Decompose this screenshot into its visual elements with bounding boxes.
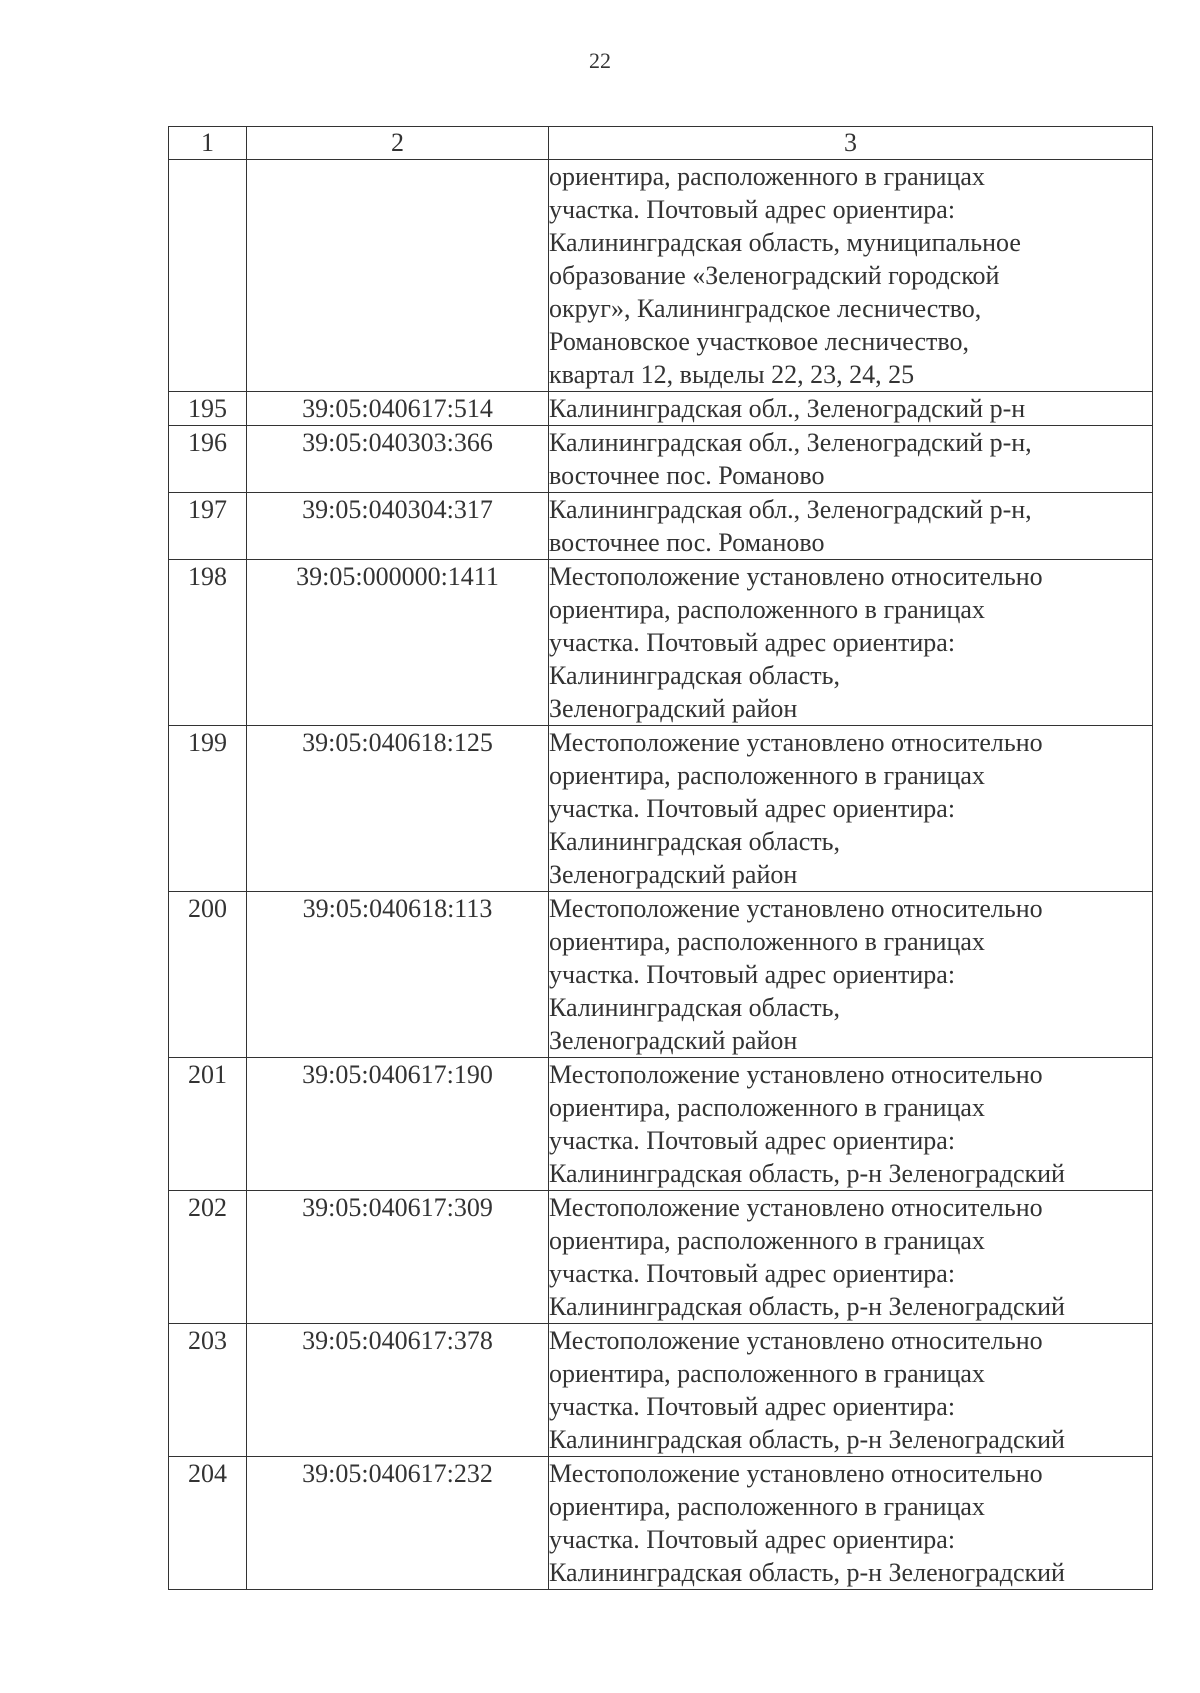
table-row bbox=[169, 493, 1153, 560]
address-text: Местоположение установлено относительно ориентира, расположенного в границах участка. Почтовый адрес ориентира: Калининградская область, Зеленоградский район bbox=[549, 562, 1043, 723]
cadastral-number: 39:05:040303:366 bbox=[302, 428, 493, 457]
row-number-cell bbox=[169, 392, 247, 426]
table-row bbox=[169, 560, 1153, 726]
cadastral-number: 39:05:000000:1411 bbox=[296, 562, 499, 591]
address-cell bbox=[549, 426, 1153, 493]
page-number: 22 bbox=[589, 48, 611, 73]
cadastral-number: 39:05:040617:232 bbox=[302, 1459, 493, 1488]
row-number: 203 bbox=[188, 1326, 227, 1355]
table-row bbox=[169, 1324, 1153, 1457]
address-text: Калининградская обл., Зеленоградский р-н, восточнее пос. Романово bbox=[549, 428, 1032, 490]
cadastral-number-cell bbox=[247, 1191, 549, 1324]
address-text: ориентира, расположенного в границах участка. Почтовый адрес ориентира: Калининградская область, муниципальное образование «Зеленоградский городской округ», Калининградское лесничество, Романовское участковое лесничество, квартал 12, выделы 22, 23, 24, 25 bbox=[549, 162, 1021, 389]
cadastral-number-cell bbox=[247, 1058, 549, 1191]
address-text: Калининградская обл., Зеленоградский р-н, восточнее пос. Романово bbox=[549, 495, 1032, 557]
address-text: Местоположение установлено относительно ориентира, расположенного в границах участка. Почтовый адрес ориентира: Калининградская область, р-н Зеленоградский bbox=[549, 1193, 1065, 1321]
table-row bbox=[169, 1058, 1153, 1191]
address-cell bbox=[549, 1058, 1153, 1191]
row-number-cell bbox=[169, 426, 247, 493]
land-plot-table bbox=[168, 126, 1153, 1590]
table-row bbox=[169, 426, 1153, 493]
row-number-cell bbox=[169, 1191, 247, 1324]
row-number: 196 bbox=[188, 428, 227, 457]
address-text: Местоположение установлено относительно ориентира, расположенного в границах участка. Почтовый адрес ориентира: Калининградская область, Зеленоградский район bbox=[549, 894, 1043, 1055]
column-header-address: 3 bbox=[549, 127, 1153, 160]
row-number: 197 bbox=[188, 495, 227, 524]
cadastral-number: 39:05:040617:190 bbox=[302, 1060, 493, 1089]
cadastral-number: 39:05:040617:514 bbox=[302, 394, 493, 423]
cadastral-number: 39:05:040617:309 bbox=[302, 1193, 493, 1222]
cadastral-number-cell bbox=[247, 1457, 549, 1590]
table-row bbox=[169, 1457, 1153, 1590]
cadastral-number-cell bbox=[247, 1324, 549, 1457]
table-row bbox=[169, 160, 1153, 392]
address-text: Местоположение установлено относительно ориентира, расположенного в границах участка. Почтовый адрес ориентира: Калининградская область, р-н Зеленоградский bbox=[549, 1326, 1065, 1454]
row-number: 201 bbox=[188, 1060, 227, 1089]
cadastral-number-cell bbox=[247, 160, 549, 392]
cadastral-number-cell bbox=[247, 892, 549, 1058]
row-number-cell bbox=[169, 1058, 247, 1191]
row-number-cell bbox=[169, 726, 247, 892]
address-cell bbox=[549, 1191, 1153, 1324]
address-cell bbox=[549, 493, 1153, 560]
table-header-row bbox=[169, 127, 1153, 160]
column-header-number: 1 bbox=[169, 127, 247, 160]
row-number: 204 bbox=[188, 1459, 227, 1488]
row-number: 202 bbox=[188, 1193, 227, 1222]
table-row bbox=[169, 726, 1153, 892]
address-cell bbox=[549, 892, 1153, 1058]
address-cell bbox=[549, 392, 1153, 426]
table-row bbox=[169, 392, 1153, 426]
row-number: 199 bbox=[188, 728, 227, 757]
address-text: Калининградская обл., Зеленоградский р-н bbox=[549, 394, 1026, 423]
table-row bbox=[169, 1191, 1153, 1324]
cadastral-number-cell bbox=[247, 493, 549, 560]
cadastral-number: 39:05:040617:378 bbox=[302, 1326, 493, 1355]
address-cell bbox=[549, 1457, 1153, 1590]
row-number: 195 bbox=[188, 394, 227, 423]
row-number-cell bbox=[169, 560, 247, 726]
cadastral-number: 39:05:040304:317 bbox=[302, 495, 493, 524]
cadastral-number-cell bbox=[247, 426, 549, 493]
cadastral-number-cell bbox=[247, 726, 549, 892]
address-cell bbox=[549, 160, 1153, 392]
row-number-cell bbox=[169, 1324, 247, 1457]
row-number-cell bbox=[169, 892, 247, 1058]
column-header-cadastral: 2 bbox=[247, 127, 549, 160]
cadastral-number-cell bbox=[247, 392, 549, 426]
address-cell bbox=[549, 1324, 1153, 1457]
cadastral-number-cell bbox=[247, 560, 549, 726]
table-row bbox=[169, 892, 1153, 1058]
address-text: Местоположение установлено относительно ориентира, расположенного в границах участка. Почтовый адрес ориентира: Калининградская область, Зеленоградский район bbox=[549, 728, 1043, 889]
row-number-cell bbox=[169, 1457, 247, 1590]
row-number: 200 bbox=[188, 894, 227, 923]
address-text: Местоположение установлено относительно ориентира, расположенного в границах участка. Почтовый адрес ориентира: Калининградская область, р-н Зеленоградский bbox=[549, 1459, 1065, 1587]
address-cell bbox=[549, 560, 1153, 726]
address-cell bbox=[549, 726, 1153, 892]
row-number: 198 bbox=[188, 562, 227, 591]
cadastral-number: 39:05:040618:125 bbox=[302, 728, 493, 757]
address-text: Местоположение установлено относительно ориентира, расположенного в границах участка. Почтовый адрес ориентира: Калининградская область, р-н Зеленоградский bbox=[549, 1060, 1065, 1188]
cadastral-number: 39:05:040618:113 bbox=[302, 894, 493, 923]
row-number-cell bbox=[169, 493, 247, 560]
row-number-cell bbox=[169, 160, 247, 392]
